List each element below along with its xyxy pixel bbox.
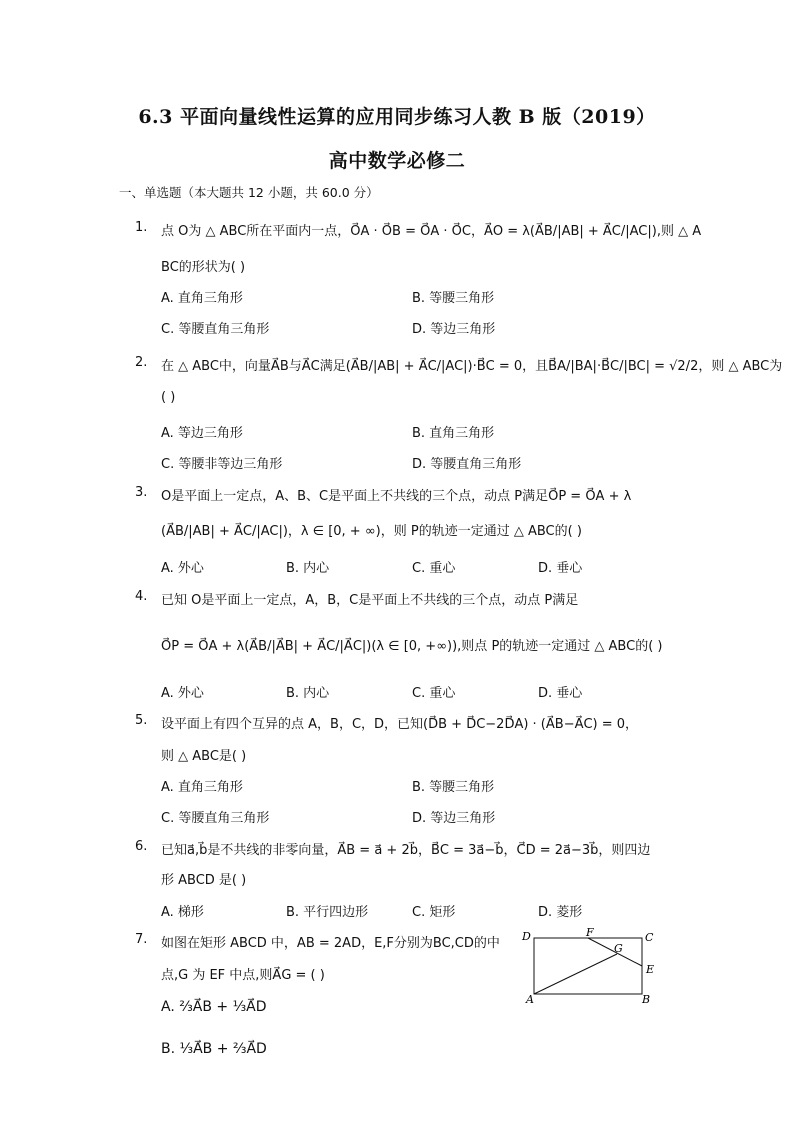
question-4-option-b[interactable]: B. 内心 xyxy=(286,686,330,701)
label-c: C xyxy=(645,931,654,944)
label-e: E xyxy=(646,963,655,976)
question-3-option-b[interactable]: B. 内心 xyxy=(286,561,330,576)
question-1-option-c[interactable]: C. 等腰直角三角形 xyxy=(161,322,270,337)
question-5-option-d[interactable]: D. 等边三角形 xyxy=(412,811,496,826)
question-3-line2: (A⃗B/|AB| + A⃗C/|AC|)，λ ∈ [0, + ∞)，则 P的轨迹一定通过 △ ABC的( ) xyxy=(161,524,582,539)
question-5-option-a[interactable]: A. 直角三角形 xyxy=(161,780,243,795)
question-5-line1: 设平面上有四个互异的点 A，B，C，D，已知(D⃗B + D⃗C−2D⃗A) · (A⃗B−A⃗C) = 0， xyxy=(161,717,639,732)
document-title-line1: 6.3 平面向量线性运算的应用同步练习人教 B 版（2019） xyxy=(138,106,656,128)
rectangle-abcd xyxy=(534,938,642,994)
question-5-option-c[interactable]: C. 等腰直角三角形 xyxy=(161,811,270,826)
question-7-option-b[interactable]: B. ⅓A⃗B + ⅔A⃗D xyxy=(161,1041,267,1057)
label-b: B xyxy=(642,993,651,1006)
question-1-line1: 点 O为 △ ABC所在平面内一点，O⃗A · O⃗B = O⃗A · O⃗C，A⃗O = λ(A⃗B/|AB| + A⃗C/|AC|),则 △ A xyxy=(161,224,702,239)
question-5-option-b[interactable]: B. 等腰三角形 xyxy=(412,780,495,795)
question-2-option-d[interactable]: D. 等腰直角三角形 xyxy=(412,457,522,472)
question-4-option-d[interactable]: D. 垂心 xyxy=(538,686,583,701)
question-6-option-b[interactable]: B. 平行四边形 xyxy=(286,905,369,920)
question-7-number: 7. xyxy=(135,932,148,947)
question-7-line1: 如图在矩形 ABCD 中，AB = 2AD，E,F分别为BC,CD的中 xyxy=(161,936,500,951)
question-5-line2: 则 △ ABC是( ) xyxy=(161,749,247,764)
question-3-line1: O是平面上一定点，A、B、C是平面上不共线的三个点，动点 P满足O⃗P = O⃗A + λ xyxy=(161,489,632,504)
question-1-option-d[interactable]: D. 等边三角形 xyxy=(412,322,496,337)
question-4-option-c[interactable]: C. 重心 xyxy=(412,686,456,701)
label-d: D xyxy=(522,930,531,943)
question-2-line2: ( ) xyxy=(161,390,176,405)
question-4-number: 4. xyxy=(135,589,148,604)
question-7-line2: 点,G 为 EF 中点,则A⃗G = ( ) xyxy=(161,968,325,983)
question-4-line1: 已知 O是平面上一定点，A，B，C是平面上不共线的三个点，动点 P满足 xyxy=(161,593,579,608)
question-6-option-d[interactable]: D. 菱形 xyxy=(538,905,583,920)
question-1-line2: BC的形状为( ) xyxy=(161,260,246,275)
label-g: G xyxy=(614,942,623,955)
document-title-line2: 高中数学必修二 xyxy=(328,150,466,172)
question-2-line1: 在 △ ABC中，向量A⃗B与A⃗C满足(A⃗B/|AB| + A⃗C/|AC|)·B⃗C = 0，且B⃗A/|BA|·B⃗C/|BC| = √2/2，则 △ ABC为 xyxy=(161,359,783,374)
section-header: 一、单选题（本大题共 12 小题，共 60.0 分） xyxy=(119,185,379,200)
question-3-option-c[interactable]: C. 重心 xyxy=(412,561,456,576)
question-2-option-b[interactable]: B. 直角三角形 xyxy=(412,426,495,441)
label-f: F xyxy=(586,928,594,939)
question-6-line1: 已知a⃗,b⃗是不共线的非零向量，A⃗B = a⃗ + 2b⃗，B⃗C = 3a⃗−b⃗，C⃗D = 2a⃗−3b⃗，则四边 xyxy=(161,843,651,858)
question-1-option-b[interactable]: B. 等腰三角形 xyxy=(412,291,495,306)
question-4-line2: O⃗P = O⃗A + λ(A⃗B/|A⃗B| + A⃗C/|A⃗C|)(λ ∈ [0, +∞)),则点 P的轨迹一定通过 △ ABC的( ) xyxy=(161,639,663,654)
question-3-option-a[interactable]: A. 外心 xyxy=(161,561,204,576)
question-7-option-a[interactable]: A. ⅔A⃗B + ⅓A⃗D xyxy=(161,999,267,1015)
question-6-number: 6. xyxy=(135,839,148,854)
rectangle-figure xyxy=(520,928,660,1008)
question-2-option-c[interactable]: C. 等腰非等边三角形 xyxy=(161,457,283,472)
question-3-option-d[interactable]: D. 垂心 xyxy=(538,561,583,576)
question-1-number: 1. xyxy=(135,220,148,235)
question-5-number: 5. xyxy=(135,713,148,728)
question-6-option-c[interactable]: C. 矩形 xyxy=(412,905,456,920)
question-3-number: 3. xyxy=(135,485,148,500)
question-6-line2: 形 ABCD 是( ) xyxy=(161,873,247,888)
segment-ag xyxy=(534,954,617,994)
question-6-option-a[interactable]: A. 梯形 xyxy=(161,905,204,920)
question-4-option-a[interactable]: A. 外心 xyxy=(161,686,204,701)
question-1-option-a[interactable]: A. 直角三角形 xyxy=(161,291,243,306)
label-a: A xyxy=(526,993,534,1006)
question-2-option-a[interactable]: A. 等边三角形 xyxy=(161,426,243,441)
question-2-number: 2. xyxy=(135,355,148,370)
